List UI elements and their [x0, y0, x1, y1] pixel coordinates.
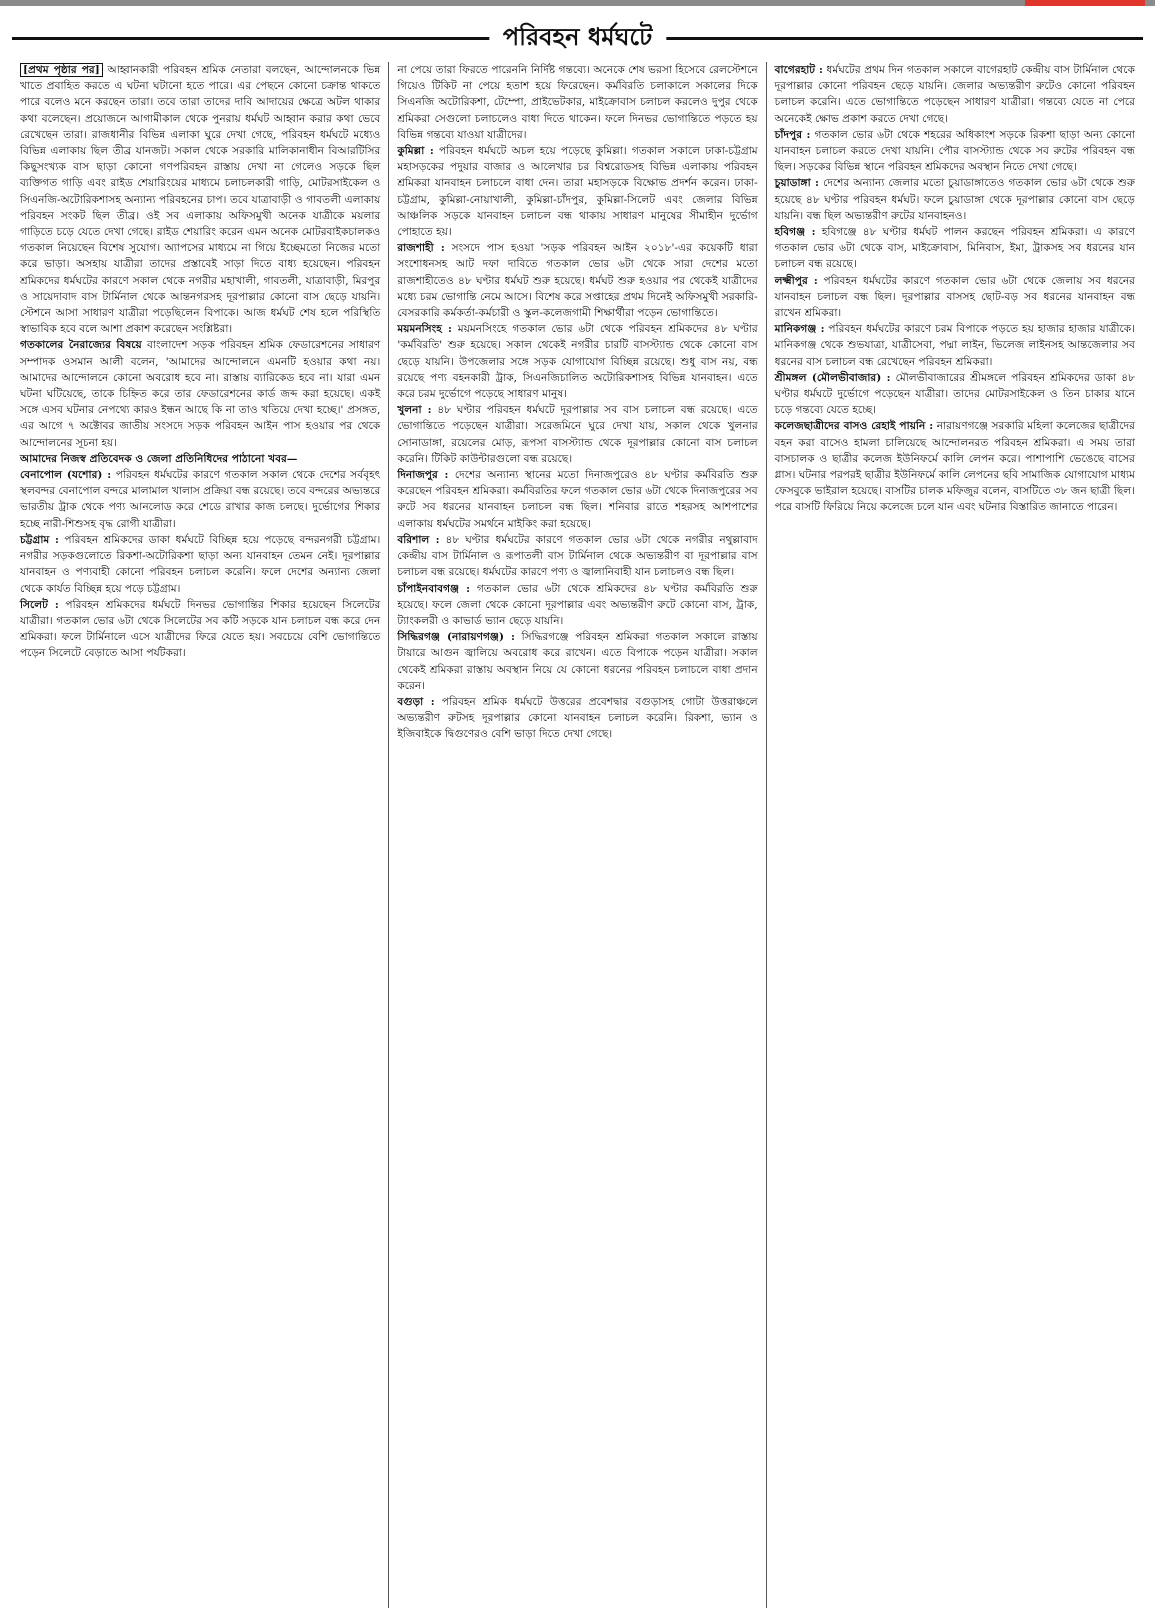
article-paragraph [20, 62, 380, 337]
column-1 [12, 62, 388, 1608]
dateline: কলেজছাত্রীদের বাসও রেহাই পায়নি : [774, 420, 934, 433]
article-paragraph [20, 451, 380, 467]
dateline: আমাদের নিজস্ব প্রতিবেদক ও জেলা প্রতিনিধিদের পাঠানো খবর— [20, 452, 298, 465]
top-accent-bar [1025, 0, 1145, 6]
article-body: ধর্মঘটের প্রথম দিন গতকাল সকালে বাগেরহাট কেন্দ্রীয় বাস টার্মিনাল থেকে দূরপাল্লার কোনো পরিবহন ছেড়ে যায়নি। জেলার অভ্যন্তরীণ রুটেও কোনো পরিবহন চলাচল করেনি। এতে ভোগান্তিতে পড়েছেন সাধারণ যাত্রীরা। গন্তব্যে যেতে না পেরে অনেকেই ক্ষোভ প্রকাশ করতে দেখা গেছে। [774, 64, 1135, 125]
article-body: সংসদে পাস হওয়া 'সড়ক পরিবহন আইন ২০১৮'-এর কয়েকটি ধারা সংশোধনসহ আট দফা দাবিতে গতকাল ভোর ৬টা থেকে সারা দেশের মতো রাজশাহীতেও ৪৮ ঘণ্টার ধর্মঘট শুরু হয়েছে। ধর্মঘট শুরু হওয়ার পর থেকেই যাত্রীদের মধ্যে চরম ভোগান্তি নেমে আসে। বিশেষ করে সপ্তাহের প্রথম দিনেই অফিসমুখী সরকারি-বেসরকারি কর্মকর্তা-কর্মচারী ও স্কুল-কলেজগামী শিক্ষার্থীরা পড়েন ভোগান্তিতে। [397, 242, 758, 320]
dateline: শ্রীমঙ্গল (মৌলভীবাজার) : [774, 371, 891, 384]
article-paragraph [397, 143, 757, 240]
dateline: গতকালের নৈরাজ্যের বিষয়ে [20, 339, 142, 352]
article-paragraph [397, 62, 757, 143]
article-paragraph [775, 224, 1135, 273]
article-paragraph [775, 62, 1135, 127]
article-paragraph [775, 175, 1135, 224]
dateline: মানিকগঞ্জ : [774, 323, 825, 336]
dateline: বগুড়া : [397, 695, 435, 708]
article-body: পরিবহন শ্রমিকদের ডাকা ধর্মঘটে বিচ্ছিন্ন হয়ে পড়েছে বন্দরনগরী চট্টগ্রাম। নগরীর সড়কগুলোতে রিকশা-অটোরিকশা ছাড়া অন্য যানবাহন তেমন নেই। দূরপাল্লার যানবাহন ও পণ্যবাহী কোনো পরিবহন চলাচল করেনি। ফলে দেশের অন্যান্য জেলা থেকে কার্যত বিচ্ছিন্ন হয়ে পড়ে চট্টগ্রাম। [20, 533, 381, 595]
article-body: গতকাল ভোর ৬টা থেকে শহরের অধিকাংশ সড়কে রিকশা ছাড়া অন্য কোনো যানবাহন চলাচল করতে দেখা যায়নি। পৌর বাসস্ট্যান্ড থেকে সব রুটের পরিবহন বন্ধ ছিল। সড়কের বিভিন্ন স্থানে পরিবহন শ্রমিকদের অবস্থান নিতে দেখা গেছে। [774, 128, 1135, 174]
article-body: নারায়ণগঞ্জে সরকারি মহিলা কলেজের ছাত্রীদের বহন করা বাসেও হামলা চালিয়েছে আন্দোলনরত পরিবহন শ্রমিকরা। এ সময় তারা বাসচালক ও ছাত্রীর কলেজ ইউনিফর্মে কালি লেপন করে। পাশাপাশি ভেঙেছে বাসের গ্লাস। ঘটনার পরপরই ছাত্রীর ইউনিফর্মে কালি লেপনের ছবি সামাজিক যোগাযোগ মাধ্যম ফেসবুকে ভাইরাল হয়েছে। বাসটির চালক মফিজুর বলেন, বাসটিতে ৩৮ জন ছাত্রী ছিল। পরে বাসটি ফিরিয়ে নিয়ে কলেজে চলে যান এবং ঘটনার বিস্তারিত জানাতে পারেন। [774, 420, 1135, 514]
article-body: পরিবহন ধর্মঘটে অচল হয়ে পড়েছে কুমিল্লা। গতকাল সকালে ঢাকা-চট্টগ্রাম মহাসড়কের পদুয়ার বাজার ও আলেখার চর বিশ্বরোডসহ বিভিন্ন এলাকায় পরিবহন শ্রমিকরা যানবাহন চলাচলে বাধা দেন। তারা মহাসড়কে বিক্ষোভ প্রদর্শন করেন। ঢাকা-চট্টগ্রাম, কুমিল্লা-নোয়াখালী, কুমিল্লা-চাঁদপুর, কুমিল্লা-সিলেট এবং জেলার বিভিন্ন আঞ্চলিক সড়কে যানবাহন চলাচল বন্ধ থাকায় সাধারণ মানুষের সীমাহীন দুর্ভোগ পোহাতে হয়। [397, 145, 758, 239]
article-body: পরিবহন শ্রমিক ধর্মঘটে উত্তরের প্রবেশদ্বার বগুড়াসহ গোটা উত্তরাঞ্চলে অভ্যন্তরীণ রুটসহ দূরপাল্লার কোনো যানবাহন চলাচল করেনি। রিকশা, ভ্যান ও ইজিবাইকে দ্বিগুণেরও বেশি ভাড়া দিতে দেখা গেছে। [397, 695, 758, 741]
dateline: সিদ্ধিরগঞ্জ (নারায়ণগঞ্জ) : [397, 631, 515, 644]
column-2 [388, 62, 765, 1608]
article-paragraph [775, 273, 1135, 322]
article-paragraph [775, 418, 1135, 515]
dateline: বাগেরহাট : [774, 64, 823, 76]
dateline: [প্রথম পৃষ্ঠার পর] [20, 63, 103, 77]
article-paragraph [397, 240, 757, 321]
section-header [12, 20, 1143, 54]
article-body: পরিবহন ধর্মঘটের কারণে গতকাল সকাল থেকে দেশের সর্ববৃহৎ স্থলবন্দর বেনাপোল বন্দরে মালামাল খালাস প্রক্রিয়া বন্ধ রয়েছে। তবে বন্দরের অভ্যন্তরে ভারতীয় ট্রাক থেকে পণ্য আনলোড করে শেডে রাখার কাজ চলছে। দুর্ভোগের শিকার হচ্ছে নারী-শিশুসহ বৃদ্ধ রোগী যাত্রীরা। [20, 469, 381, 530]
article-paragraph [20, 597, 380, 662]
article-body: বাংলাদেশ সড়ক পরিবহন শ্রমিক ফেডারেশনের সাধারণ সম্পাদক ওসমান আলী বলেন, 'আমাদের আন্দোলনে এমনটি হওয়ার কথা নয়। আমাদের আন্দোলনে কোনো অবরোধ হবে না। রাস্তায় ব্যারিকেড হবে না। যারা এমন ঘটনা ঘটিয়েছে, তাকে চিহ্নিত করে তার ফেডারেশনের কার্ড জব্দ করা হয়েছে। একই সঙ্গে এসব ঘটনার নেপথ্যে কারও ইন্ধন আছে কি না তাও খতিয়ে দেখা হচ্ছে।' প্রসঙ্গত, এর আগে ৭ অক্টোবর জাতীয় সংসদে সড়ক পরিবহন আইন পাস হওয়ার পর থেকে আন্দোলনের সূচনা হয়। [20, 339, 381, 449]
article-paragraph [397, 402, 757, 467]
article-paragraph [775, 321, 1135, 370]
article-body: গতকাল ভোর ৬টা থেকে শ্রমিকদের ৪৮ ঘণ্টার কর্মবিরতি শুরু হয়েছে। ফলে জেলা থেকে কোনো দূরপাল্লার এবং অভ্যন্তরীণ রুটে কোনো বাস, ট্রাক, ট্যাংকলরী ও কাভার্ড ভ্যান ছেড়ে যায়নি। [397, 582, 758, 627]
article-body: দেশের অন্যান্য জেলার মতো চুয়াডাঙ্গাতেও গতকাল ভোর ৬টা থেকে শুরু হয়েছে ৪৮ ঘণ্টার পরিবহন ধর্মঘট। ফলে চুয়াডাঙ্গা থেকে দূরপাল্লার কোনো বাস ছেড়ে যায়নি। বন্ধ ছিল অভ্যন্তরীণ রুটের যানবাহনও। [774, 177, 1135, 222]
article-body: ময়মনসিংহে গতকাল ভোর ৬টা থেকে পরিবহন শ্রমিকদের ৪৮ ঘণ্টার 'কর্মবিরতি' শুরু হয়েছে। সকাল থেকেই নগরীর চারটি বাসস্ট্যান্ড থেকে কোনো বাস ছেড়ে যায়নি। উপজেলার সঙ্গে সড়ক যোগাযোগ বিচ্ছিন্ন রয়েছে। শুধু বাস নয়, বন্ধ রয়েছে পণ্য বহনকারী ট্রাক, সিএনজিচালিত অটোরিকশাসহ বিভিন্ন যানবাহন। এতে করে চরম দুর্ভোগে পড়েছে সাধারণ মানুষ। [397, 323, 758, 401]
dateline: বেনাপোল (যশোর) : [20, 469, 112, 482]
article-paragraph [20, 337, 380, 450]
article-body: পরিবহন ধর্মঘটের কারণে গতকাল ভোর ৬টা থেকে জেলায় সব ধরনের যানবাহন চলাচল বন্ধ ছিল। দূরপাল্লার বাসসহ ছোট-বড় সব ধরনের যানবাহন বন্ধ রাখেন শ্রমিকরা। [774, 274, 1135, 320]
article-paragraph [775, 127, 1135, 176]
dateline: বরিশাল : [397, 533, 440, 546]
article-paragraph [397, 581, 757, 630]
article-body: আহ্বানকারী পরিবহন শ্রমিক নেতারা বলছেন, আন্দোলনকে ভিন্ন খাতে প্রবাহিত করতে এ ঘটনা ঘটানো হতে পারে। এর পেছনে কোনো চক্রান্ত থাকতে পারে বলেও মনে করছেন তারা। তবে তারা তাদের দাবি আদায়ের ক্ষেত্রে অটল থাকার কথা বলেছেন। প্রয়োজনে আগামীকাল থেকে পুনরায় ধর্মঘট আহ্বান করার কথা ভেবে রেখেছেন তারা। রাজধানীর বিভিন্ন এলাকা ঘুরে দেখা গেছে, পরিবহন ধর্মঘটে মধ্যেও বিভিন্ন এলাকায় ছিল তীব্র যানজট। সকাল থেকে সরকারি মালিকানাধীন বিআরটিসির কিছুসংখ্যক বাস ছাড়া কোনো গণপরিবহন রাস্তায় দেখা না গেলেও সড়কে ছিল ব্যক্তিগত গাড়ি এবং রাইড শেয়ারিংয়ের মাধ্যমে চলাচলকারী গাড়ি, মোটরসাইকেল ও সিএনজি-অটোরিকশাসহ অন্যান্য পরিবহনের চাপ। তবে যাত্রাবাড়ী ও গাবতলী এলাকায় পরিবহন সংকট ছিল তীব্র। ওই সব এলাকায় অফিসমুখী অনেক যাত্রীকে ময়লার গাড়িতে চড়ে যেতে দেখা গেছে। রাইড শেয়ারিং করেন এমন অনেক মোটরবাইকচালকও গতকাল নিয়েছেন বিশেষ সুযোগ। অ্যাপসের মাধ্যমে না গিয়ে ইচ্ছেমতো নিজের মতো করে ভাড়া। অসহায় যাত্রীরা তাদের প্রস্তাবেই সাড়া দিতে বাধ্য হয়েছেন। পরিবহন শ্রমিকদের ধর্মঘটের কারণে সকাল থেকে নগরীর মহাখালী, গাবতলী, যাত্রাবাড়ী, মিরপুর ও সায়েদাবাদ বাস টার্মিনাল থেকে আন্তনগরসহ দূরপাল্লার কোনো বাস ছেড়ে যায়নি। স্টেশনে আসা সাধারণ যাত্রীরা পড়েছিলেন বিপাকে। আজ ধর্মঘট শেষ হলে পরিস্থিতি স্বাভাবিক হবে বলে আশা প্রকাশ করেছেন সংশ্লিষ্টরা। [20, 64, 381, 336]
dateline: চুয়াডাঙ্গা : [774, 177, 819, 190]
article-body: দেশের অন্যান্য স্থানের মতো দিনাজপুরেও ৪৮ ঘণ্টার কর্মবিরতি শুরু করেছেন পরিবহন শ্রমিকরা। কর্মবিরতির ফলে গতকাল ভোর ৬টা থেকে দিনাজপুরের সব রুটে সব ধরনের যানবাহন চলাচল বন্ধ ছিল। শনিবার রাতে শহরসহ আশপাশের এলাকায় ধর্মঘটের সমর্থনে মাইকিং করা হয়েছে। [397, 469, 758, 530]
dateline: ময়মনসিংহ : [397, 323, 452, 336]
dateline: খুলনা : [397, 404, 432, 417]
article-paragraph [20, 467, 380, 532]
article-columns [12, 62, 1143, 1608]
article-paragraph [397, 321, 757, 402]
article-body: না পেয়ে তারা ফিরতে পারেননি নির্দিষ্ট গন্তব্যে। অনেকে শেষ ভরসা হিসেবে রেলস্টেশনে গিয়েও টিকিট না পেয়ে হতাশ হয়ে ফিরেছেন। কর্মবিরতি চলাকালে সকালের দিকে সিএনজি অটোরিকশা, টেম্পো, প্রাইভেটকার, মাইক্রোবাস চলাচল করলেও দুপুর থেকে শ্রমিকরা সেগুলো চলাচলেও বাধা দিতে থাকেন। ফলে দিনভর ভোগান্তিতে পড়তে হয় বিভিন্ন গন্তব্যে যাওয়া যাত্রীদের। [397, 64, 758, 141]
article-body: পরিবহন শ্রমিকদের ধর্মঘটে দিনভর ভোগান্তির শিকার হয়েছেন সিলেটের যাত্রীরা। গতকাল ভোর ৬টা থেকে সিলেটের সব কটি সড়কে যান চলাচল বন্ধ করে দেন শ্রমিকরা। ফলে টার্মিনালে এসে যাত্রীদের ফিরে যেতে হয়। সবচেয়ে বেশি ভোগান্তিতে পড়েন সিলেটে বেড়াতে আসা পর্যটকরা। [20, 598, 381, 660]
dateline: হবিগঞ্জ : [774, 226, 816, 239]
dateline: দিনাজপুর : [397, 469, 449, 482]
dateline: চট্টগ্রাম : [20, 533, 59, 546]
dateline: রাজশাহী : [397, 242, 445, 255]
page-title: পরিবহন ধর্মঘটে [489, 20, 666, 54]
column-3 [766, 62, 1143, 1608]
article-paragraph [397, 532, 757, 581]
dateline: কুমিল্লা : [397, 145, 434, 158]
article-body: ৪৮ ঘণ্টার পরিবহন ধর্মঘটে দূরপাল্লার সব বাস চলাচল বন্ধ রয়েছে। এতে ভোগান্তিতে পড়েছেন যাত্রীরা। সরেজমিনে ঘুরে দেখা যায়, সকাল থেকে খুলনার সোনাডাঙ্গা, রয়েলের মোড়, রূপসা বাসস্ট্যান্ড থেকে দূরপাল্লার কোনো বাস চলাচল করেনি। টিকিট কাউন্টারগুলো বন্ধ রয়েছে। [397, 404, 758, 465]
article-paragraph [397, 694, 757, 743]
article-body: সিদ্ধিরগঞ্জে পরিবহন শ্রমিকরা গতকাল সকালে রাস্তায় টায়ারে আগুন জ্বালিয়ে অবরোধ করে রাখেন। এতে বিপাকে পড়েন যাত্রীরা। সকাল থেকেই শ্রমিকরা রাস্তায় অবস্থান নিয়ে যে কোনো ধরনের পরিবহন চলাচলে বাধা প্রদান করেন। [397, 631, 758, 692]
top-rule [0, 0, 1155, 6]
article-paragraph [20, 532, 380, 597]
article-paragraph [397, 467, 757, 532]
article-paragraph [397, 629, 757, 694]
article-paragraph [775, 370, 1135, 419]
article-body: মৌলভীবাজারের শ্রীমঙ্গলে পরিবহন শ্রমিকদের ডাকা ৪৮ ঘণ্টার ধর্মঘটে দুর্ভোগে পড়েছেন যাত্রীরা। তাদের মোটরসাইকেল ও তিন চাকার যানে চড়ে গন্তব্যে যেতে হচ্ছে। [774, 371, 1135, 417]
article-body: ৪৮ ঘণ্টার ধর্মঘটের কারণে গতকাল ভোর ৬টা থেকে নগরীর নথুল্লাবাদ কেন্দ্রীয় বাস টার্মিনাল ও রূপাতলী বাস টার্মিনাল থেকে অভ্যন্তরীণ বা দূরপাল্লার বাস চলাচল বন্ধ রয়েছে। ধর্মঘটের কারণে পণ্য ও জ্বালানিবাহী যান চলাচলও বন্ধ ছিল। [397, 533, 758, 579]
dateline: লক্ষ্মীপুর : [774, 274, 818, 287]
dateline: চাঁপাইনবাবগঞ্জ : [397, 582, 471, 595]
article-body: পরিবহন ধর্মঘটের কারণে চরম বিপাকে পড়তে হয় হাজার হাজার যাত্রীকে। মানিকগঞ্জ থেকে শুভযাত্রা, যাত্রীসেবা, পদ্মা লাইন, ভিলেজ লাইনসহ আন্তজেলার সব ধরনের বাস চলাচল বন্ধ রেখেছেন পরিবহন শ্রমিকরা। [774, 323, 1135, 368]
dateline: চাঁদপুর : [774, 128, 811, 141]
dateline: সিলেট : [20, 598, 59, 611]
article-body: হবিগঞ্জে ৪৮ ঘণ্টার ধর্মঘট পালন করছেন পরিবহন শ্রমিকরা। এ কারণে গতকাল ভোর ৬টা থেকে বাস, মাইক্রোবাস, মিনিবাস, ইমা, ট্রাকসহ সব ধরনের যান চলাচল বন্ধ রয়েছে। [774, 226, 1135, 271]
